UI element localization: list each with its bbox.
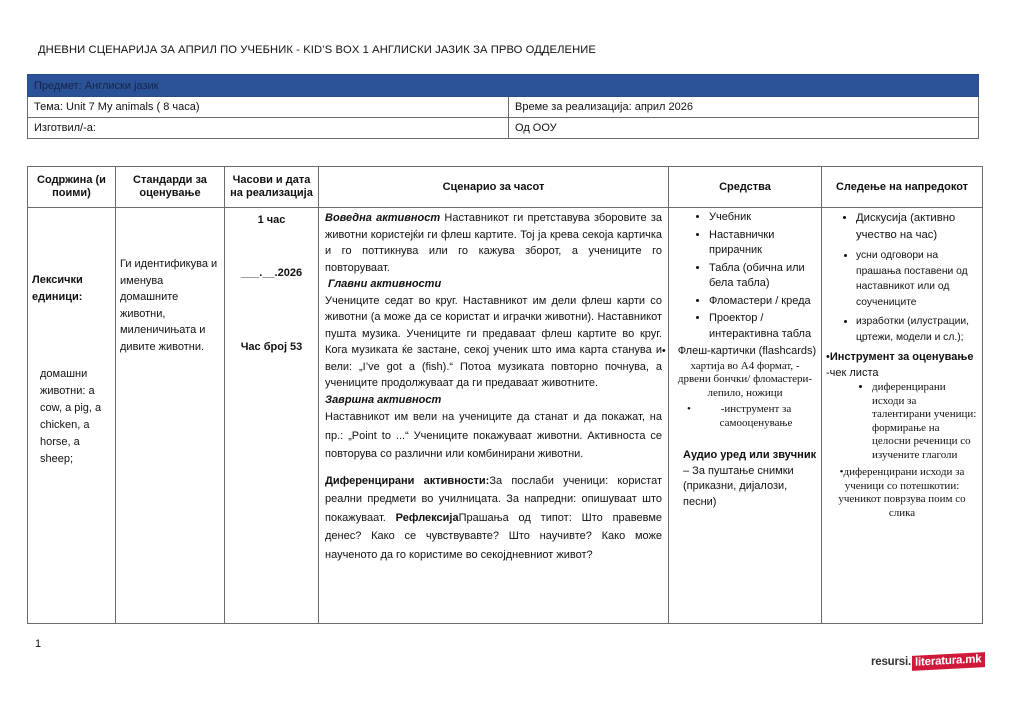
assessment-instrument: •Инструмент за оценување -чек листа	[826, 351, 974, 379]
progress-item: • усни одговори на прашања поставени од наставникот или од соучениците	[856, 248, 978, 310]
subject-label: Предмет: Англиски јазик	[34, 79, 159, 92]
means-list	[673, 210, 817, 342]
audio-title: Аудио уред или звучник	[683, 449, 817, 461]
intro-activity	[325, 210, 662, 276]
reflection-text: Прашања од типот: Што правевме денес? Како се чувствувавте? Што научивте? Како може наученото да го користиме во секојдневниот живот?	[325, 511, 662, 561]
content-cell	[28, 208, 116, 624]
lesson-count: 1 час	[257, 214, 286, 226]
progress-list	[826, 210, 978, 345]
flashcards-label: Флеш-картички (flashcards)	[677, 345, 817, 357]
school-cell: Од ООУ	[509, 118, 979, 139]
materials-text: хартија во А4 формат, - дрвени бончки/ фломастери-лепило, ножици	[677, 359, 813, 399]
logo-left: resursi.	[871, 655, 911, 668]
header-content: Содржина (и поими)	[28, 167, 116, 208]
intro-activity-title: Воведна активност	[325, 212, 441, 224]
lesson-date: ___.__.2026	[240, 267, 303, 279]
main-activities-text: Учениците седат во круг. Наставникот им дели флеш карти со животни (а може да се користат и играчки животни). Наставникот пушта музика. Учениците ги предаваат флеш картите во круг. Кога музиката ќе застане, секој ученик што има карта станува и вели: „I’ve got a (fish).“ Потоа музиката повторно почнува, а учениците продолжуваат да ги предаваат животните.	[325, 294, 662, 389]
prepared-by-cell: Изготвил/-а:	[28, 118, 509, 139]
hours-cell	[225, 208, 319, 624]
final-activity-text: Наставникот им вели на учениците да станат и да покажат, на пр.: „Point to ...“ Учениците покажуваат животни. Активноста се повторува со различни или комбинирани животни.	[325, 411, 662, 460]
header-row	[28, 167, 983, 208]
talented-outcomes-list	[826, 381, 978, 462]
header-progress: Следење на напредокот	[822, 167, 983, 208]
lesson-plan-table	[27, 166, 983, 624]
differentiated-text: За послаби ученици: користат реални предмети во училницата. За напредни: опишуваат што покажуваат.	[325, 474, 662, 524]
self-assessment-item: • -инструмент за самооценување	[673, 403, 817, 430]
means-item: • Наставнички прирачник	[709, 228, 817, 259]
table-row	[28, 208, 983, 624]
lesson-number: Час број 53	[240, 341, 303, 353]
standards-cell	[116, 208, 225, 624]
differentiated-title: Диференцирани активности:	[325, 474, 490, 487]
flashcards-item	[673, 344, 817, 360]
header-standards: Стандарди за оценување	[116, 167, 225, 208]
lexical-units-list: домашни животни: a cow, a pig, a chicken, a horse, a sheep;	[40, 368, 102, 465]
publisher-logo[interactable]	[871, 654, 985, 669]
logo-right: literatura.mk	[912, 652, 985, 671]
differentiated-activities	[325, 472, 662, 565]
means-item: • Табла (обична или бела табла)	[709, 261, 817, 292]
final-activity-title: Завршна активност	[325, 393, 442, 406]
means-item: • Фломастери / креда	[709, 294, 817, 310]
header-means: Средства	[669, 167, 822, 208]
header-scenario: Сценарио за часот	[319, 167, 669, 208]
standards-text: Ги идентификува и именува домашните животни, миленичињата и дивите животни.	[120, 258, 218, 353]
means-item: • Проектор / интерактивна табла	[709, 311, 817, 342]
scenario-cell	[319, 208, 669, 624]
intro-activity-text: Наставникот ги претставува зборовите за животни користејќи ги флеш картите. Тој ја крева секоја картичка и го поттикнува или го кажува зборот, а учениците го повторуваат.	[325, 212, 662, 274]
talented-outcomes: • диференцирани исходи за талентирани ученици: формирање на целосни реченици со изучените глаголи	[872, 381, 978, 462]
means-cell	[669, 208, 822, 624]
progress-cell	[822, 208, 983, 624]
instrument-title: Инструмент за оценување	[829, 351, 974, 363]
realization-time-cell: Време за реализација: април 2026	[509, 97, 979, 118]
meta-table	[27, 74, 979, 139]
page-number: 1	[35, 638, 42, 650]
topic-cell: Тема: Unit 7 My animals ( 8 часа)	[28, 97, 509, 118]
document-title: ДНЕВНИ СЦЕНАРИЈА ЗА АПРИЛ ПО УЧЕБНИК - KID’S BOX 1 АНГЛИСКИ ЈАЗИК ЗА ПРВО ОДДЕЛЕНИЕ	[38, 44, 596, 56]
difficulties-text: диференцирани исходи за ученици со потешкотии: ученикот поврзува поим со слика	[838, 466, 966, 519]
difficulties-outcomes: •диференцирани исходи за ученици со потешкотии: ученикот поврзува поим со слика	[838, 466, 966, 519]
audio-text: – За пуштање снимки (приказни, дијалози, песни)	[683, 464, 794, 508]
progress-item: • изработки (илустрации, цртежи, модели и сл.);	[856, 314, 978, 345]
progress-item: • Дискусија (активно учество на час)	[856, 210, 978, 244]
lexical-units-title: Лексички единици:	[32, 274, 83, 303]
main-activities-title: Главни активности	[328, 278, 442, 290]
header-hours: Часови и дата на реализација	[225, 167, 319, 208]
audio-device	[673, 448, 817, 510]
means-item: • Учебник	[709, 210, 817, 226]
reflection-title: Рефлексија	[395, 511, 459, 524]
subject-cell	[28, 75, 979, 97]
instrument-text: -чек листа	[826, 367, 879, 379]
